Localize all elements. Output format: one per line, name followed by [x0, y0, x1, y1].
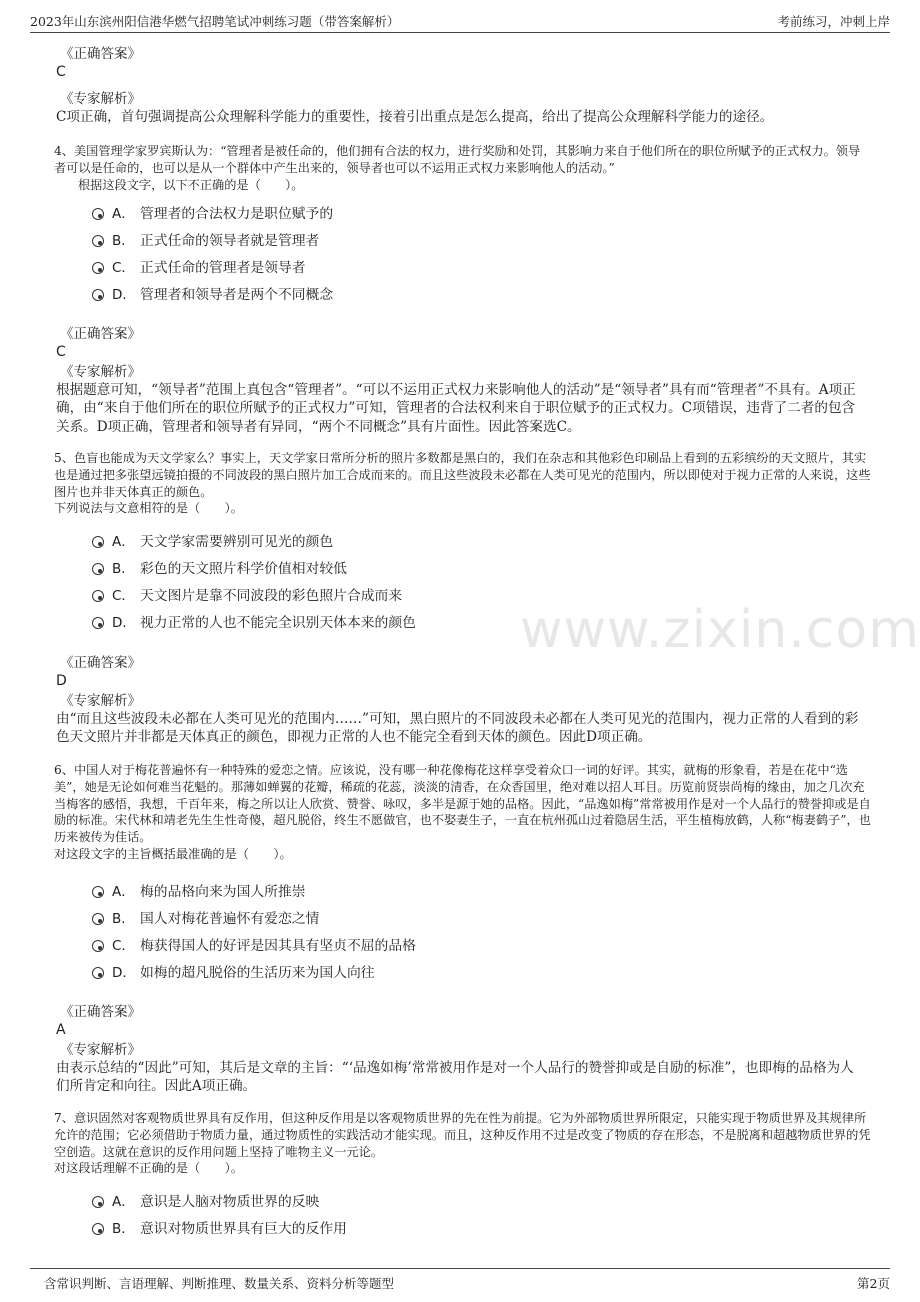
- options-q6: [92, 876, 792, 984]
- answer-label: 《正确答案》: [60, 46, 141, 62]
- answer-block-q5: [56, 655, 866, 690]
- answer-block-q4: [56, 326, 866, 361]
- analysis-block-q5: [56, 693, 866, 747]
- answer-block-q3: [56, 46, 866, 81]
- analysis-block-q6: [56, 1042, 866, 1096]
- radio-icon[interactable]: [92, 913, 104, 925]
- analysis-label: 《专家解析》: [60, 1042, 141, 1058]
- radio-icon[interactable]: [92, 289, 104, 301]
- question-stem: 5、色盲也能成为天文学家么？事实上，天文学家日常所分析的照片多数都是黑白的，我们在杂志和其他彩色印刷品上看到的五彩缤纷的天文照片，其实也是通过把多张望远镜拍摄的不同波段的黑白照片加工合成而来的。而且这些波段未必都在人类可见光的范围内，所以即使对于视力正常的人来说，这些图片也并非天体真正的颜色。: [54, 451, 871, 499]
- options-q4: [92, 198, 792, 306]
- option-d[interactable]: D． 视力正常的人也不能完全识别天体本来的颜色: [92, 607, 792, 634]
- question-prompt: 根据这段文字，以下不正确的是（ ）。: [78, 177, 304, 192]
- option-b[interactable]: B． 国人对梅花普遍怀有爱恋之情: [92, 903, 792, 930]
- radio-icon[interactable]: [92, 235, 104, 247]
- answer-label: 《正确答案》: [60, 326, 141, 342]
- answer-label: 《正确答案》: [60, 1004, 141, 1020]
- option-c[interactable]: C． 梅获得国人的好评是因其具有坚贞不屈的品格: [92, 930, 792, 957]
- option-b[interactable]: B． 正式任命的领导者就是管理者: [92, 225, 792, 252]
- watermark: www.zixin.com: [520, 600, 920, 660]
- analysis-text: 由表示总结的“因此”可知，其后是文章的主旨：“‘品逸如梅’常常被用作是对一个人品行的赞誉抑或是自励的标准”，也即梅的品格为人们所肯定和向往。因此A项正确。: [56, 1060, 854, 1095]
- answer-value: D: [56, 673, 67, 689]
- radio-icon[interactable]: [92, 940, 104, 952]
- question-7: [54, 1110, 872, 1177]
- radio-icon[interactable]: [92, 617, 104, 629]
- radio-icon[interactable]: [92, 590, 104, 602]
- page-header: [30, 8, 890, 33]
- radio-icon[interactable]: [92, 262, 104, 274]
- analysis-block-q4: [56, 364, 866, 436]
- radio-icon[interactable]: [92, 1223, 104, 1235]
- radio-icon[interactable]: [92, 886, 104, 898]
- option-c[interactable]: C． 正式任命的管理者是领导者: [92, 252, 792, 279]
- analysis-text: 由“而且这些波段未必都在人类可见光的范围内……”可知，黑白照片的不同波段未必都在人类可见光的范围内，视力正常的人看到的彩色天文照片并非都是天体真正的颜色，即视力正常的人也不能完全看到天体的颜色。因此D项正确。: [56, 711, 859, 746]
- options-q7: [92, 1186, 792, 1240]
- answer-value: C: [56, 64, 66, 80]
- radio-icon[interactable]: [92, 208, 104, 220]
- footer-subjects: 含常识判断、言语理解、判断推理、数量关系、资料分析等题型: [44, 1276, 395, 1291]
- option-a[interactable]: A． 梅的品格向来为国人所推崇: [92, 876, 792, 903]
- question-6: [54, 762, 872, 863]
- analysis-text: 根据题意可知，“领导者”范围上真包含“管理者”。“可以不运用正式权力来影响他人的活动”是“领导者”具有而“管理者”不具有。A项正确，由“来自于他们所在的职位所赋予的正式权力”可知，管理者的合法权利来自于职位赋予的正式权力。C项错误，违背了二者的包含关系。D项正确，管理者和领导者有异同，“两个不同概念”具有片面性。因此答案选C。: [56, 382, 856, 435]
- answer-block-q6: [56, 1004, 866, 1039]
- option-d[interactable]: D． 如梅的超凡脱俗的生活历来为国人向往: [92, 957, 792, 984]
- question-5: [54, 450, 872, 517]
- radio-icon[interactable]: [92, 536, 104, 548]
- radio-icon[interactable]: [92, 563, 104, 575]
- answer-value: A: [56, 1022, 66, 1038]
- option-b[interactable]: B． 彩色的天文照片科学价值相对较低: [92, 553, 792, 580]
- question-stem: 7、意识固然对客观物质世界具有反作用，但这种反作用是以客观物质世界的先在性为前提。它为外部物质世界所限定，只能实现于物质世界及其规律所允许的范围；它必须借助于物质力量，通过物质性的实践活动才能实现。而且，这种反作用不过是改变了物质的存在形态，不是脱离和超越物质世界的凭空创造。这就在意识的反作用问题上坚持了唯物主义一元论。: [54, 1111, 871, 1159]
- option-b[interactable]: B． 意识对物质世界具有巨大的反作用: [92, 1213, 792, 1240]
- header-slogan: 考前练习，冲刺上岸: [777, 14, 890, 29]
- analysis-label: 《专家解析》: [60, 91, 141, 107]
- question-prompt: 下列说法与文意相符的是（ ）。: [54, 501, 243, 516]
- answer-value: C: [56, 344, 66, 360]
- question-prompt: 对这段话理解不正确的是（ ）。: [54, 1161, 243, 1176]
- option-a[interactable]: A． 天文学家需要辨别可见光的颜色: [92, 526, 792, 553]
- analysis-label: 《专家解析》: [60, 693, 141, 709]
- option-c[interactable]: C． 天文图片是靠不同波段的彩色照片合成而来: [92, 580, 792, 607]
- page-footer: [30, 1268, 890, 1295]
- radio-icon[interactable]: [92, 1196, 104, 1208]
- document-title: 2023年山东滨州阳信港华燃气招聘笔试冲刺练习题（带答案解析）: [30, 14, 400, 29]
- question-4: [54, 143, 872, 193]
- question-stem: 6、中国人对于梅花普遍怀有一种特殊的爱恋之情。应该说，没有哪一种花像梅花这样享受着众口一词的好评。其实，就梅的形象看，若是在花中“选美”，她是无论如何难当花魁的。那薄如蝉翼的花瓣，稀疏的花蕊，淡淡的清香，在众香国里，绝对难以招人耳目。历览前贤崇尚梅的缘由，加之几次充当梅客的感悟，我想，千百年来，梅之所以让人欣赏、赞誉、咏叹，多半是源于她的品格。因此，“品逸如梅”常常被用作是对一个人品行的赞誉抑或是自励的标准。宋代林和靖老先生生性奇傻，超凡脱俗，终生不愿做官，也不娶妻生子，一直在杭州孤山过着隐居生活，平生植梅放鹤，人称“梅妻鹤子”，也历来被传为佳话。: [54, 763, 871, 845]
- option-d[interactable]: D． 管理者和领导者是两个不同概念: [92, 279, 792, 306]
- analysis-text: C项正确，首句强调提高公众理解科学能力的重要性，接着引出重点是怎么提高，给出了提高公众理解科学能力的途径。: [56, 109, 774, 125]
- answer-label: 《正确答案》: [60, 655, 141, 671]
- analysis-block-q3: [56, 91, 866, 126]
- analysis-label: 《专家解析》: [60, 364, 141, 380]
- option-a[interactable]: A． 管理者的合法权力是职位赋予的: [92, 198, 792, 225]
- page-number: 第2页: [857, 1276, 890, 1291]
- options-q5: [92, 526, 792, 634]
- question-prompt: 对这段文字的主旨概括最准确的是（ ）。: [54, 846, 292, 861]
- radio-icon[interactable]: [92, 967, 104, 979]
- question-stem: 4、美国管理学家罗宾斯认为：“管理者是被任命的，他们拥有合法的权力，进行奖励和处罚，其影响力来自于他们所在的职位所赋予的正式权力。领导者可以是任命的，也可以是从一个群体中产生出来的，领导者也可以不运用正式权力来影响他人的活动。”: [54, 144, 861, 175]
- option-a[interactable]: A． 意识是人脑对物质世界的反映: [92, 1186, 792, 1213]
